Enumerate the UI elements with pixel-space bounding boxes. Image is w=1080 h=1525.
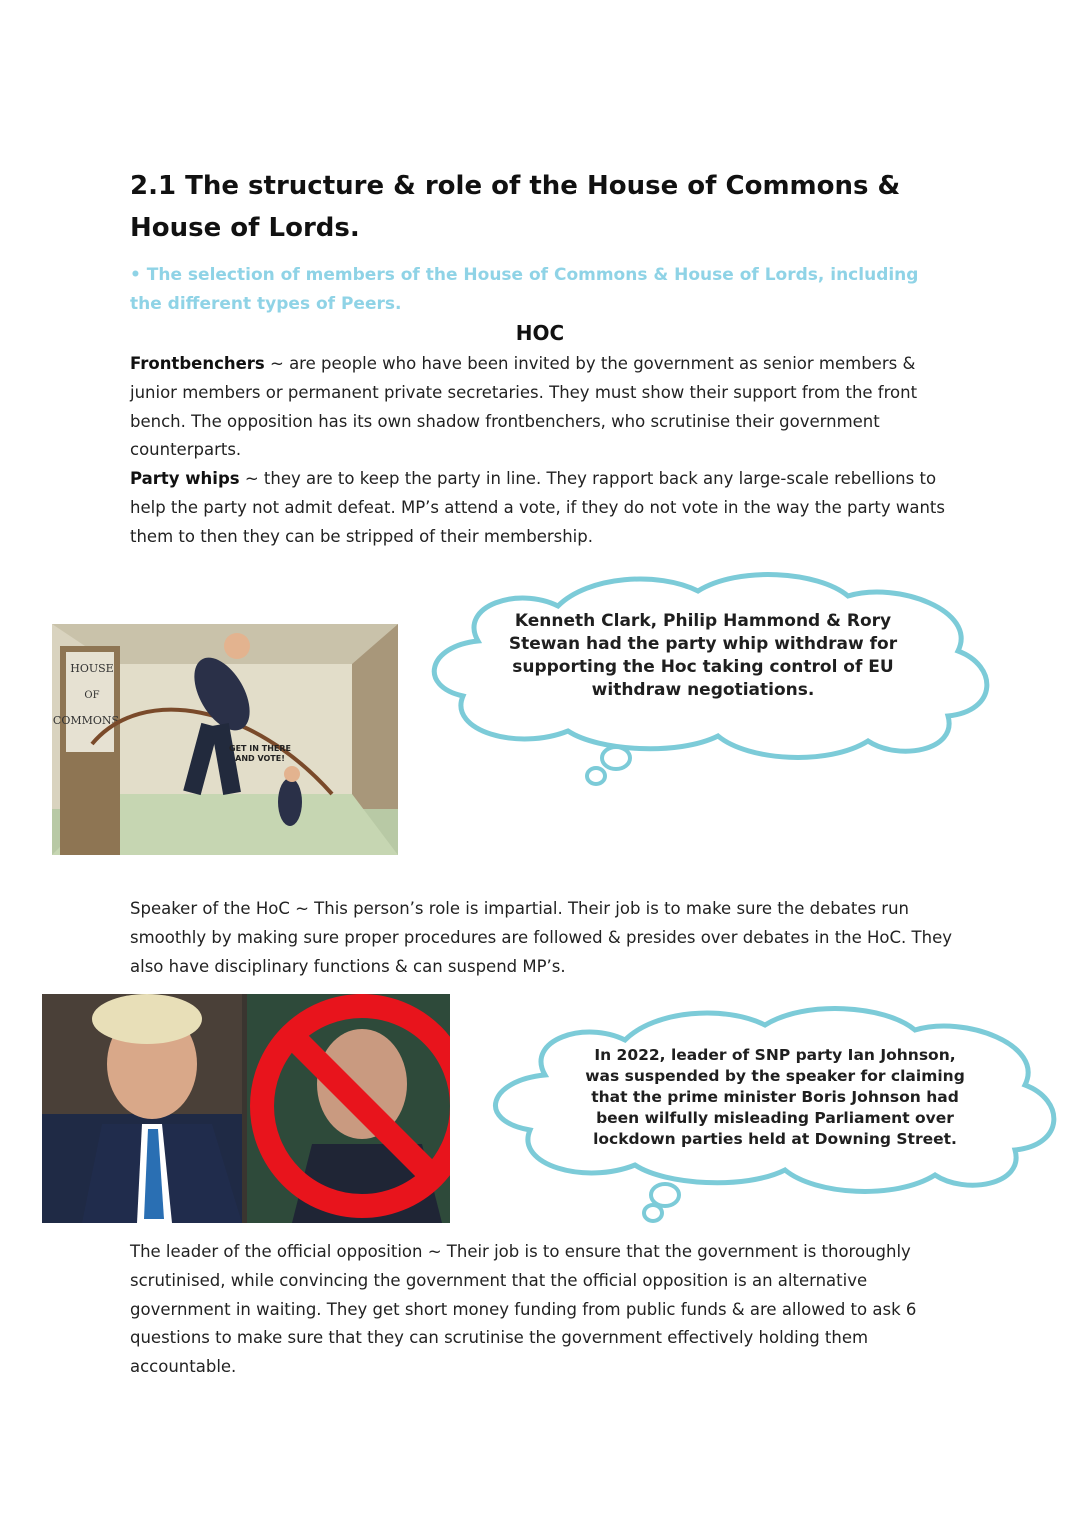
bubble2-line-4: been wilfully misleading Parliament over: [596, 1109, 954, 1127]
bubble1-line-3: supporting the Hoc taking control of EU: [512, 657, 894, 677]
door-sign-line-1: HOUSE: [70, 662, 114, 675]
commons-photo-image: [42, 994, 450, 1223]
thought-bubble-1: [418, 566, 1000, 791]
whip-cartoon-image: [52, 624, 398, 855]
cartoon-speech-line-2: AND VOTE!: [235, 754, 285, 763]
frontbenchers-paragraph: [130, 350, 960, 465]
cartoon-speech-line-1: GET IN THERE: [229, 744, 291, 753]
thought-bubble-2: [475, 1005, 1060, 1227]
party-whips-term: Party whips: [130, 469, 240, 488]
bubble1-line-4: withdraw negotiations.: [591, 680, 815, 700]
bubble2-line-1: In 2022, leader of SNP party Ian Johnson,: [594, 1046, 956, 1064]
bubble1-line-1: Kenneth Clark, Philip Hammond & Rory: [514, 611, 892, 631]
bubble2-line-5: lockdown parties held at Downing Street.: [593, 1130, 957, 1148]
door-sign-line-2: OF: [84, 690, 100, 701]
frontbenchers-text: ~ are people who have been invited by the government as senior members & junior members or permanent private secretaries. They must show their support from the front bench. The opposition has its own shadow frontbenchers, who scrutinise their government counterparts.: [130, 354, 918, 460]
section-subtitle: • The selection of members of the House of Commons & House of Lords, including the different types of Peers.: [130, 265, 919, 314]
page-title: 2.1 The structure & role of the House of Commons & House of Lords.: [130, 171, 901, 243]
party-whips-text: ~ they are to keep the party in line. They rapport back any large-scale rebellions to help the party not admit defeat. MP’s attend a vote, if they do not vote in the way the party wants them to then they can be stripped of their membership.: [130, 469, 945, 546]
section-heading-hoc: HOC: [515, 321, 565, 345]
frontbenchers-term: Frontbenchers: [130, 354, 265, 373]
bubble2-line-2: was suspended by the speaker for claiming: [585, 1067, 965, 1085]
bubble1-line-2: Stewan had the party whip withdraw for: [508, 634, 898, 654]
door-sign-line-3: COMMONS: [52, 714, 120, 727]
party-whips-paragraph: [130, 465, 960, 551]
speaker-paragraph: Speaker of the HoC ~ This person’s role is impartial. Their job is to make sure the debates run smoothly by making sure proper procedures are followed & presides over debates in the HoC. They also have disciplinary functions & can suspend MP’s.: [130, 899, 952, 976]
bubble2-line-3: that the prime minister Boris Johnson had: [591, 1088, 959, 1106]
opposition-paragraph: The leader of the official opposition ~ Their job is to ensure that the government is thoroughly scrutinised, while convincing the government that the official opposition is an alternative government in waiting. They get short money funding from public funds & are allowed to ask 6 questions to make sure that they can scrutinise the government effectively holding them accountable.: [130, 1242, 917, 1377]
